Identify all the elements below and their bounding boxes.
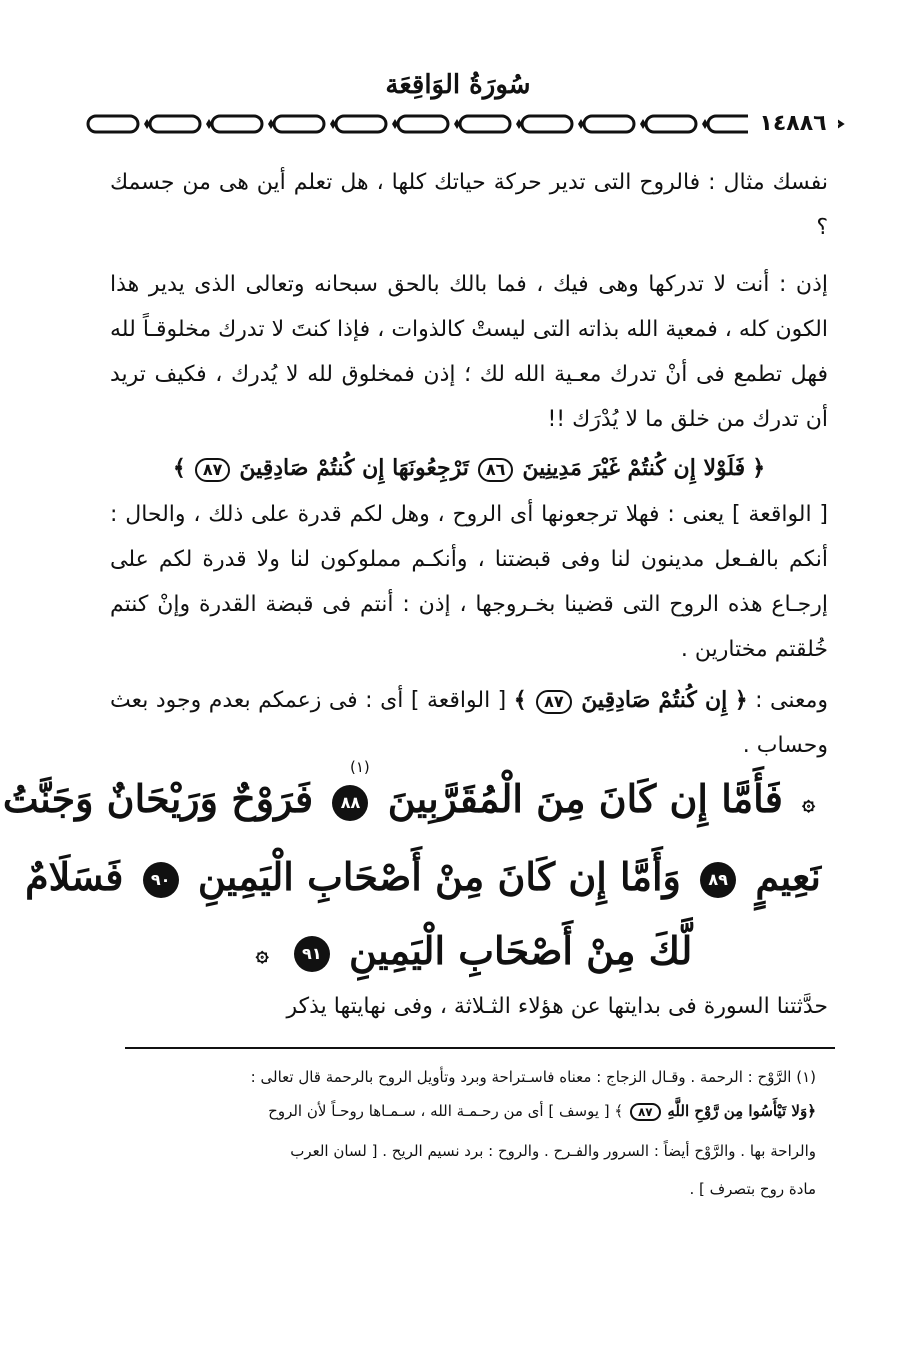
paragraph-4-end: [ الواقعة ] أى : فى زعمكم بعدم وجود بعث وحساب .: [110, 688, 828, 758]
page-number: ١٤٨٨٦: [748, 110, 838, 138]
inline-verse-text: إِن كُنتُمْ صَادِقِينَ: [581, 687, 728, 713]
footnote-line-2-rest: ﴾ [ يوسف ] أى من رحـمـة الله ، سـمـاها روحـاً لأن الروح: [268, 1102, 624, 1120]
ayah-number-87: ٨٧: [195, 458, 231, 482]
paragraph-4: [110, 678, 828, 768]
footnote-line-1: (١) الرَّوْح : الرحمة . وقـال الزجاج : معناه فاسـتراحة وبرد وتأويل الروح بالرحمة قال تعالى :: [250, 1068, 816, 1086]
quran-line-2: [25, 840, 821, 914]
verse-86-text: فَلَوْلا إِن كُنتُمْ غَيْرَ مَدِينِينَ: [522, 455, 746, 481]
verse-87-text: تَرْجِعُونَهَا إِن كُنتُمْ صَادِقِينَ: [239, 455, 469, 481]
ayah-medallion-88: ٨٨: [332, 785, 368, 821]
verse-start-ornament-icon: ۞: [802, 789, 815, 816]
inline-verse-open-bracket: ﴿: [734, 687, 748, 713]
ayah-medallion-91: ٩١: [294, 936, 330, 972]
quran-89-text-end: نَعِيمٍ: [755, 853, 821, 899]
paragraph-3: [ الواقعة ] يعنى : فهلا ترجعونها أى الروح ، وهل لكم قدرة على ذلك ، والحال : أنكم بالفـعل مدينون لنا وفى قبضتنا ، وأنكـم مملوكون لنا ولا قدرة لكم على إرجـاع هذه الروح التى قضينا بخـروجها ، إذن : أنتم فى قبضة القدرة وإنْ كنتم خُلقتم مختارين .: [110, 502, 828, 662]
paragraph-2: إذن : أنت لا تدركها وهى فيك ، فما بالك بالحق سبحانه وتعالى الذى يدير هذا الكون كله ، فمعية الله بذاته التى ليستْ كالذوات ، فإذا كنتَ لا تدرك مخلوقـاً لله فهل تطمع فى أنْ تدرك معـية الله لك ؛ إذن فمخلوق لله لا يُدرك ، فكيف تريد أن تدرك من خلق ما لا يُدْرَك !!: [110, 272, 828, 432]
inline-verse-close-bracket: ﴾: [513, 687, 527, 713]
footnote-divider: [125, 1047, 835, 1049]
verse-line-86-87: [110, 446, 828, 491]
verse-close-bracket: ﴾: [172, 455, 186, 481]
quran-91-text-end: لَّكَ مِنْ أَصْحَابِ الْيَمِينِ: [349, 927, 693, 973]
quran-line-3: [121, 914, 821, 992]
ayah-medallion-90: ٩٠: [143, 862, 179, 898]
quran-88-text: فَأَمَّا إِن كَانَ مِنَ الْمُقَرَّبِينَ: [387, 776, 783, 821]
quran-89-text-start: فَرَوْحٌ وَرَيْحَانٌ وَجَنَّتُ: [2, 776, 314, 821]
verse-end-ornament-icon: ۞: [255, 941, 269, 967]
inline-ayah-number-87: ٨٧: [536, 690, 572, 714]
footnote-line-4: مادة روح بتصرف ] .: [689, 1180, 816, 1198]
footnote-line-2: [96, 1096, 816, 1126]
ayah-number-86: ٨٦: [478, 458, 514, 482]
quran-line-1: [2, 762, 821, 840]
decorative-chain-border: [85, 110, 845, 138]
quran-verses-block: [2, 762, 821, 991]
verse-open-bracket: ﴿: [752, 455, 766, 481]
footnote-verse-text: ﴿وَلا تَيْأَسُوا مِن رَّوْحِ اللَّهِ: [667, 1102, 816, 1120]
quran-91-text-start: فَسَلَامٌ: [25, 853, 124, 899]
quran-90-text: وَأَمَّا إِن كَانَ مِنْ أَصْحَابِ الْيَمِينِ: [197, 853, 681, 899]
footnote-line-3: والراحة بها . والرَّوْح أيضاً : السرور والفـرح . والروح : برد نسيم الريح . [ لسان العرب: [290, 1142, 816, 1160]
closing-paragraph: حدَّثتنا السورة فى بدايتها عن هؤلاء الثـلاثة ، وفى نهايتها يذكر: [286, 994, 828, 1019]
paragraph-1: نفسك مثال : فالروح التى تدير حركة حياتك كلها ، هل تعلم أين هى من جسمك ؟: [110, 170, 828, 240]
paragraph-4-start: ومعنى :: [755, 688, 829, 713]
footnote-reference-marker: (١): [350, 758, 370, 776]
footnote-ayah-number-87: ٨٧: [630, 1103, 661, 1121]
surah-title: سُورَةُ الوَاقِعَة: [385, 70, 531, 100]
ayah-medallion-89: ٨٩: [700, 862, 736, 898]
